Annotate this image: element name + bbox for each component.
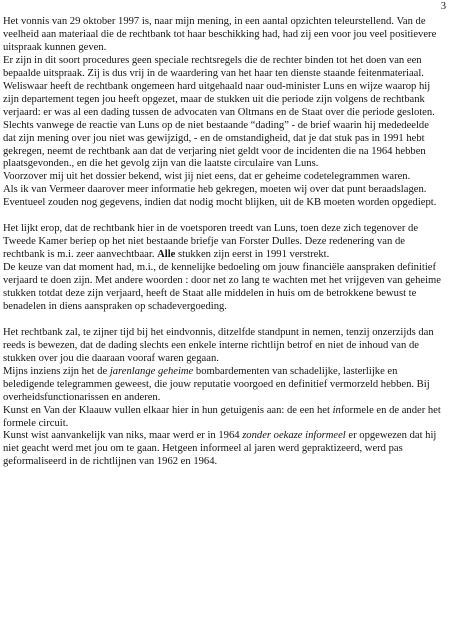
text-run: bombardementen van schadelijke, lasterlijke en beledigende telegrammen geweest, die jouw reputatie voorgoed en definitief vermorzeld hebben. Bij overheidsfunctionarissen en anderen. [3, 365, 430, 403]
text-run: stukken zijn eerst in 1991 verstrekt. [175, 249, 330, 261]
text-run: Weliswaar heeft de rechtbank ongemeen hard uitgehaald naar oud-minister Luns en wijze waarop hij zijn departement tegen jou heeft opgezet, maar de stukken uit die periode zijn volgens de rechtbank verjaard: er was al een dading tussen de advocaten van Oltmans en de Staat over die periode gesloten. [3, 80, 435, 118]
page-number: 3 [440, 1, 446, 12]
text-run: Als ik van Vermeer daarover meer informatie heb gekregen, moeten wij over dat punt beraadslagen. Eventueel zouden nog gegevens, indien dat nodig mocht blijken, uit de KB moeten worden opgediept. [3, 184, 437, 209]
paragraph [3, 81, 444, 120]
paragraph [3, 120, 444, 172]
text-run: Slechts vanwege de reactie van Luns op de niet bestaande “dading” - de brief waarin hij mededeelde dat zijn mening over jou niet was gewijzigd, - en de omstandigheid, dat je dat stuk pas in 1991 hebt gekregen, neemt de rechtbank aan dat de verjaring niet geldt voor de incidenten die na 1964 hebben plaatsgevonden., en die het gevolg zijn van die laatste circulaire van Luns. [3, 119, 429, 170]
text-run: formele en de ander het formele circuit. [3, 404, 441, 429]
text-run: Voorzover mij uit het dossier bekend, wist jij niet eens, dat er geheime codetelegrammen waren. [3, 171, 411, 183]
paragraph [3, 430, 444, 469]
text-run: Kunst en Van der Klaauw vullen elkaar hier in hun getuigenis aan: de een het [3, 404, 333, 416]
document-body [3, 16, 444, 469]
paragraph [3, 55, 444, 81]
paragraph [3, 171, 444, 184]
paragraph-spacer [3, 210, 444, 223]
paragraph [3, 223, 444, 262]
text-run: Het lijkt erop, dat de rechtbank hier in de voetsporen treedt van Luns, toen deze zich tegenover de Tweede Kamer beriep op het niet bestaande briefje van Forster Dulles. Deze redenering van de rechtbank is m.i. zeer aanvechtbaar. [3, 223, 419, 261]
paragraph [3, 327, 444, 366]
text-run: De keuze van dat moment had, m.i., de kennelijke bedoeling om jouw financiële aanspraken definitief verjaard te doen zijn. Met andere woorden : door net zo lang te wachten met het vrijgeven van geheime stukken totdat deze zijn verjaard, heeft de Staat alle middelen in huis om de betrokkene bewust te benadelen in diens aanspraken op schadevergoeding. [3, 262, 441, 312]
text-run: er opgewezen dat hij niet geacht werd met jou om te gaan. Hetgeen informeel al jaren werd gepraktizeerd, werd pas geformaliseerd in de richtlijnen van 1962 en 1964. [3, 430, 437, 468]
italic-text: zonder oekaze informeel [242, 430, 346, 442]
paragraph [3, 16, 444, 55]
paragraph-spacer [3, 314, 444, 327]
bold-text: Alle [157, 249, 176, 261]
text-run: Kunst wist aanvankelijk van niks, maar werd er in 1964 [3, 430, 243, 442]
italic-text: jarenlange geheime [109, 365, 194, 377]
text-run: Het rechtbank zal, te zijner tijd bij het eindvonnis, ditzelfde standpunt in nemen, tenzij onzerzijds dan reeds is bewezen, dat de dading slechts een enkele interne richtlijn betrof en niet de inhoud van de stukken over jou die daaraan vooraf waren gegaan. [3, 326, 434, 364]
paragraph [3, 184, 444, 210]
paragraph [3, 405, 444, 431]
paragraph [3, 366, 444, 405]
paragraph [3, 262, 444, 314]
text-run: Er zijn in dit soort procedures geen speciale rechtsregels die de rechter binden tot het doen van een bepaalde uitspraak. Zij is dus vrij in de waardering van het haar ten dienste staande feitenmateriaal. [3, 54, 424, 79]
text-run: Mijns inziens zijn het de [3, 365, 110, 377]
italic-text: in [332, 404, 341, 416]
text-run: Het vonnis van 29 oktober 1997 is, naar mijn mening, in een aantal opzichten teleurstellend. Van de veelheid aan materiaal die de rechtbank tot haar beschikking had, had zij een voor jou veel positievere uitspraak kunnen geven. [3, 16, 437, 53]
